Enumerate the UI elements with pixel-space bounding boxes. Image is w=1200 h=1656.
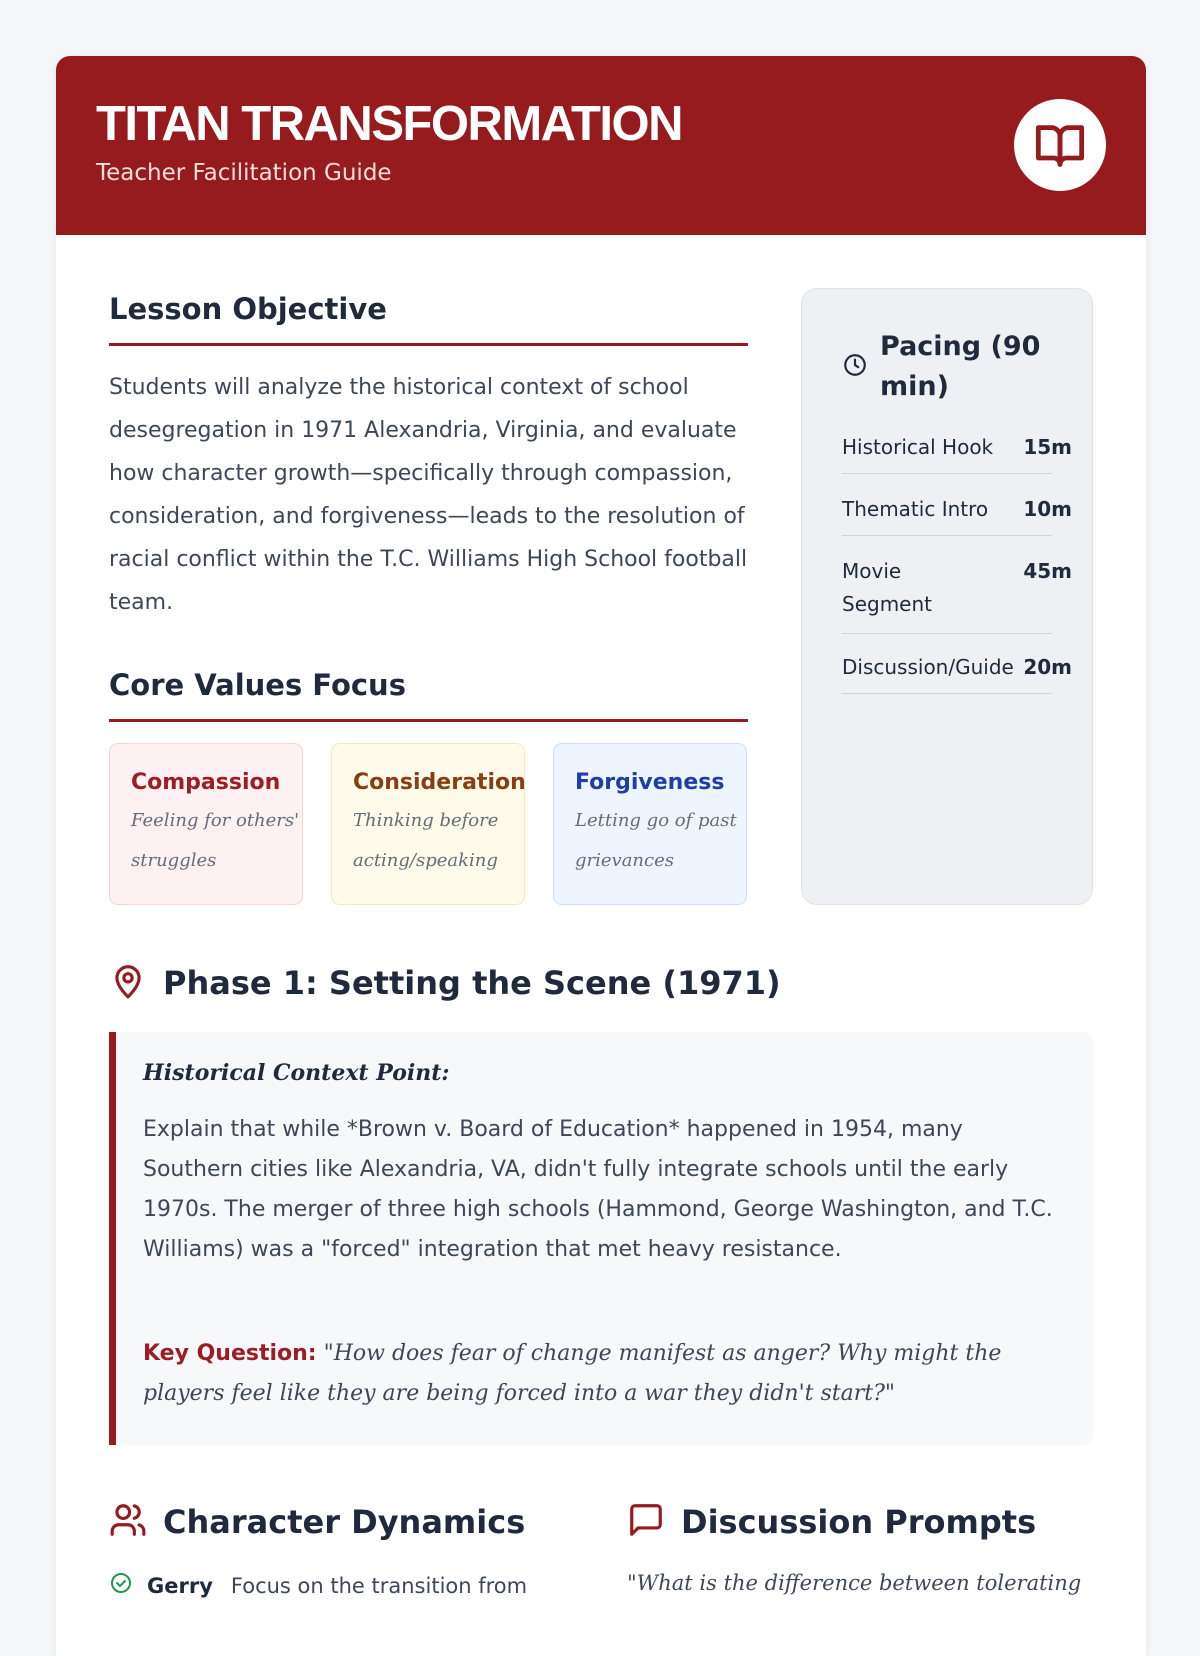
value-name: Compassion	[131, 770, 281, 795]
values-heading-text: Core Values Focus	[109, 668, 406, 702]
character-heading	[109, 1501, 525, 1543]
context-text: Explain that while *Brown v. Board of Education* happened in 1954, many Southern cities like Alexandria, VA, didn't fully integrate schools until the early 1970s. The merger of three high schools (Hammond, George Washington, and T.C. Williams) was a "forced" integration that met heavy resistance.	[143, 1117, 1053, 1262]
value-card-consideration	[331, 743, 525, 905]
value-name: Forgiveness	[575, 770, 725, 795]
discussion-heading	[627, 1501, 1036, 1543]
pacing-header	[842, 327, 1050, 407]
character-item	[109, 1571, 527, 1600]
pacing-row-label: Thematic Intro	[842, 497, 989, 521]
pacing-row-value: 20m	[1023, 655, 1072, 679]
discussion-prompt: "What is the difference between tolerating	[627, 1571, 1082, 1595]
value-name: Consideration	[353, 770, 526, 795]
header-banner	[56, 56, 1146, 235]
key-question-text: "How does fear of change manifest as anger? Why might the players feel like they are being forced into a war they didn't start?"	[143, 1341, 1002, 1406]
discussion-title: Discussion Prompts	[681, 1503, 1037, 1541]
value-card-forgiveness	[553, 743, 747, 905]
pacing-row	[842, 651, 1072, 694]
clock-icon	[842, 352, 868, 382]
message-square-icon	[627, 1501, 665, 1543]
values-heading	[109, 668, 748, 722]
pacing-row-value: 45m	[1023, 559, 1072, 583]
pacing-title: Pacing (90 min)	[880, 331, 1041, 402]
character-name: Gerry	[147, 1573, 213, 1598]
character-title: Character Dynamics	[163, 1503, 526, 1541]
pacing-row	[842, 431, 1072, 474]
objective-heading	[109, 292, 748, 346]
objective-text: Students will analyze the historical context of school desegregation in 1971 Alexandria, Virginia, and evaluate how character growth—specifically through compassion, consideration, and forgiveness—leads to the resolution of racial conflict within the T.C. Williams High School football team.	[109, 375, 748, 615]
open-book-icon	[1014, 99, 1106, 191]
pacing-row-value: 10m	[1023, 497, 1072, 521]
pacing-row-label: Discussion/Guide	[842, 655, 1014, 679]
phase1-title: Phase 1: Setting the Scene (1971)	[163, 964, 781, 1002]
phase1-heading	[109, 962, 781, 1004]
character-text: Focus on the transition from	[230, 1573, 528, 1598]
value-desc: Letting go of past grievances	[575, 810, 737, 871]
key-question-label: Key Question:	[143, 1341, 317, 1366]
users-icon	[109, 1501, 147, 1543]
pacing-row	[842, 555, 1072, 634]
value-desc: Feeling for others' struggles	[131, 810, 300, 871]
historical-context-box	[109, 1032, 1093, 1445]
map-pin-icon	[109, 962, 147, 1004]
pacing-row	[842, 493, 1072, 536]
guide-card	[56, 56, 1146, 1656]
context-title: Historical Context Point:	[143, 1060, 450, 1086]
objective-heading-text: Lesson Objective	[109, 292, 387, 326]
page-title: TITAN TRANSFORMATION	[96, 97, 683, 151]
value-desc: Thinking before acting/speaking	[353, 810, 499, 871]
pacing-row-label: Historical Hook	[842, 435, 994, 459]
pacing-row-label: Movie Segment	[842, 559, 932, 616]
pacing-panel	[801, 288, 1093, 905]
key-question	[143, 1334, 1063, 1414]
page-subtitle: Teacher Facilitation Guide	[96, 160, 392, 186]
pacing-row-value: 15m	[1023, 435, 1072, 459]
value-card-compassion	[109, 743, 303, 905]
check-circle-icon	[109, 1571, 133, 1600]
